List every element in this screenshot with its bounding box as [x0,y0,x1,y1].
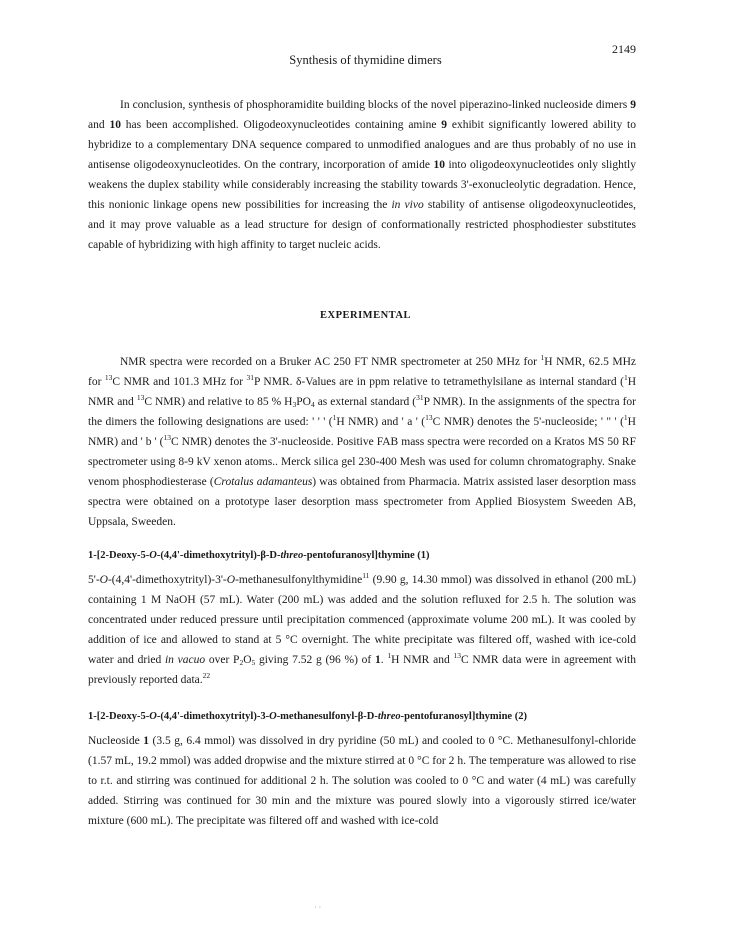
page-number: 2149 [612,42,636,56]
footer-mark: · · [314,903,322,912]
nmr-paragraph: NMR spectra were recorded on a Bruker AC 250 FT NMR spectrometer at 250 MHz for $^1$H NMR, 62.5 MHz for $^{13}$C NMR and 101.3 MHz for $^{31}$P NMR. δ-Values are in ppm relative to tetramethylsilane as internal standard ($^1$H NMR and $^{13}$C NMR) and relative to 85 % $H_3PO_4$ as external standard ($^{31}$P NMR). In the assignments of the spectra for the dimers the following designations are used: ' ' ' ($^1$H NMR) and ' a ' ($^{13}$C NMR) denotes the 5'-nucleoside; ' " ' ($^1$H NMR) and ' b ' ($^{13}$C NMR) denotes the 3'-nucleoside. Positive FAB mass spectra were recorded on a Kratos MS 50 RF spectrometer using 8-9 kV xenon atoms.. Merck silica gel 230-400 Mesh was used for column chromatography. Snake venom phosphodiesterase (Crotalus adamanteus) was obtained from Pharmacia. Matrix assisted laser desorption mass spectra were obtained on a prototype laser desorption mass spectrometer from Applied Biosystem Sweeden AB, Uppsala, Sweeden. [88,353,636,528]
compound-1-procedure: 5'-O-(4,4'-dimethoxytrityl)-3'-O-methanesulfonylthymidine$^{11}$ (9.90 g, 14.30 mmol) was dissolved in ethanol (200 mL) containing 1 M NaOH (57 mL). Water (200 mL) was added and the solution refluxed for 2.5 h. The solution was concentrated under reduced pressure until precipitation commenced (approximate volume 200 mL). It was cooled by addition of ice and allowed to stand at 5 °C overnight. The white precipitate was filtered off, washed with ice-cold water and dried in vacuo over $P_2O_5$ giving 7.52 g (96 %) of 1. $^1$H NMR and $^{13}$C NMR data were in agreement with previously reported data.$^{22}$ [88,571,636,686]
compound-1-title: 1-[2-Deoxy-5-O-(4,4'-dimethoxytrityl)-β-D-threo-pentofuranosyl]thymine (1) [88,550,430,561]
running-title: Synthesis of thymidine dimers [289,53,442,67]
conclusion-paragraph: In conclusion, synthesis of phosphoramidite building blocks of the novel piperazino-linked nucleoside dimers 9 and 10 has been accomplished. Oligodeoxynucleotides containing amine 9 exhibit significantly lowered ability to hybridize to a complementary DNA sequence compared to unmodified analogues and are thus probably of no use in antisense oligodeoxynucleotides. On the contrary, incorporation of amide 10 into oligodeoxynucleotides only slightly weakens the duplex stability while considerably increasing the stability towards 3'-exonucleolytic degradation. Hence, this nonionic linkage opens new possibilities for increasing the in vivo stability of antisense oligodeoxynucleotides, and it may prove valuable as a lead structure for design of conformationally restricted phosphodiester substitutes capable of hybridizing with high affinity to target nucleic acids. [88,99,636,251]
experimental-heading: EXPERIMENTAL [320,310,411,321]
compound-2-title: 1-[2-Deoxy-5-O-(4,4'-dimethoxytrityl)-3-O-methanesulfonyl-β-D-threo-pentofuranosyl]thymine (2) [88,711,527,722]
compound-2-procedure: Nucleoside 1 (3.5 g, 6.4 mmol) was dissolved in dry pyridine (50 mL) and cooled to 0 °C. Methanesulfonyl-chloride (1.57 mL, 19.2 mmol) was added dropwise and the mixture stirred at 0 °C for 2 h. The temperature was allowed to rise to r.t. and stirring was continued for additional 2 h. The solution was cooled to 0 °C and water (4 mL) was carefully added. Stirring was continued for 30 min and the mixture was poured slowly into a vigorously stirred ice/water mixture (600 mL). The precipitate was filtered off and washed with ice-cold [88,735,637,827]
